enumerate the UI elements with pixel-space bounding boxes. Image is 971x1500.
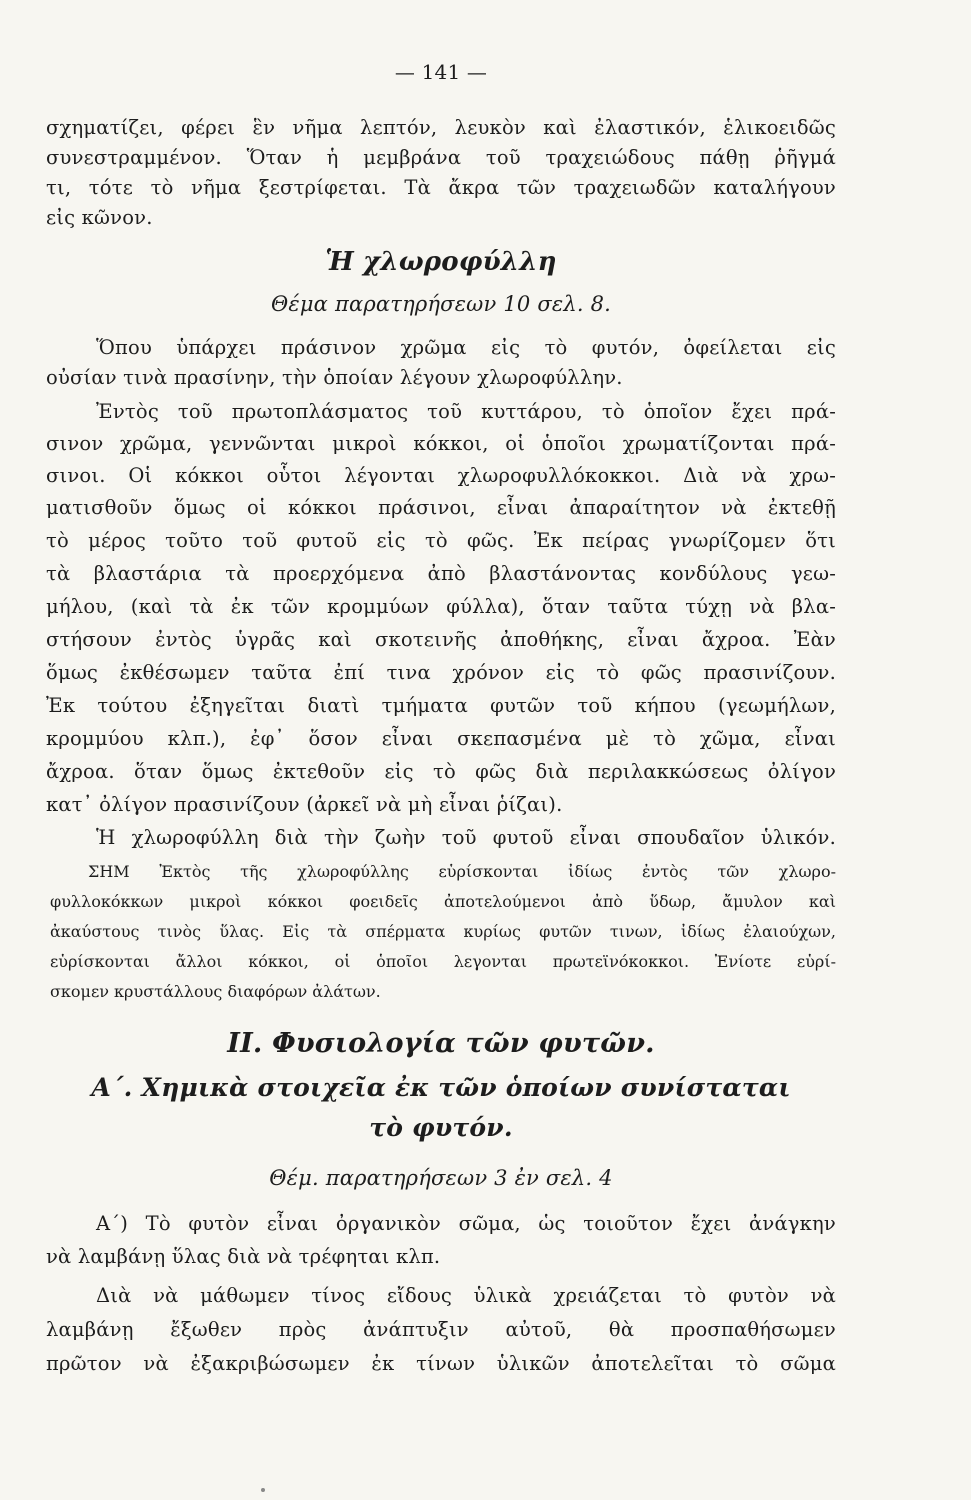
note-line: ΣΗΜ Ἐκτὸς τῆς χλωροφύλλης εὑρίσκονται ἰδίως ἐντὸς τῶν χλωρο- <box>88 862 836 881</box>
chapter-subtitle: τὸ φυτόν. <box>369 1113 513 1142</box>
text-line: ἄχροα. ὅταν ὅμως ἐκτεθοῦν εἰς τὸ φῶς διὰ περιλακκώσεως ὀλίγον <box>46 760 836 783</box>
chapter-reference: Θέμ. παρατηρήσεων 3 ἐν σελ. 4 <box>269 1166 613 1190</box>
text-line: κατ᾽ ὀλίγον πρασινίζουν (ἀρκεῖ νὰ μὴ εἶναι ῥίζαι). <box>46 793 563 816</box>
text-line: τι, τότε τὸ νῆμα ξεστρίφεται. Τὰ ἄκρα τῶν τραχειωδῶν καταλήγουν <box>46 176 836 199</box>
text-line: τὰ βλαστάρια τὰ προερχόμενα ἀπὸ βλαστάνοντας κονδύλους γεω- <box>46 562 836 585</box>
ink-dot <box>261 1488 265 1492</box>
text-line: ματισθοῦν ὅμως οἱ κόκκοι πράσινοι, εἶναι ἀπαραίτητον νὰ ἐκτεθῇ <box>46 496 836 519</box>
text-line: Ἡ χλωροφύλλη διὰ τὴν ζωὴν τοῦ φυτοῦ εἶναι σπουδαῖον ὑλικόν. <box>96 826 836 849</box>
text-line: Ἐκ τούτου ἐξηγεῖται διατὶ τμήματα φυτῶν τοῦ κήπου (γεωμήλων, <box>46 694 836 717</box>
note-line: φυλλοκόκκων μικροὶ κόκκοι φοειδεῖς ἀποτελούμενοι ἀπὸ ὕδωρ, ἄμυλον καὶ <box>50 892 836 911</box>
text-line: σινοι. Οἱ κόκκοι οὗτοι λέγονται χλωροφυλλόκοκκοι. Διὰ νὰ χρω- <box>46 464 836 487</box>
text-line: Α΄) Τὸ φυτὸν εἶναι ὀργανικὸν σῶμα, ὡς τοιοῦτον ἔχει ἀνάγκην <box>96 1212 836 1235</box>
chapter-title: ΙΙ. Φυσιολογία τῶν φυτῶν. <box>227 1028 655 1059</box>
text-line: Διὰ νὰ μάθωμεν τίνος εἴδους ὑλικὰ χρειάζεται τὸ φυτὸν νὰ <box>96 1284 836 1307</box>
text-line: Ἐντὸς τοῦ πρωτοπλάσματος τοῦ κυττάρου, τὸ ὁποῖον ἔχει πρά- <box>96 400 836 423</box>
text-line: λαμβάνῃ ἔξωθεν πρὸς ἀνάπτυξιν αὐτοῦ, θὰ προσπαθήσωμεν <box>46 1318 836 1341</box>
text-line: πρῶτον νὰ ἐξακριβώσωμεν ἐκ τίνων ὑλικῶν ἀποτελεῖται τὸ σῶμα <box>46 1352 836 1375</box>
text-line: σινον χρῶμα, γεννῶνται μικροὶ κόκκοι, οἱ ὁποῖοι χρωματίζονται πρά- <box>46 432 836 455</box>
text-line: νὰ λαμβάνῃ ὕλας διὰ νὰ τρέφηται κλπ. <box>46 1245 441 1268</box>
text-line: τὸ μέρος τοῦτο τοῦ φυτοῦ εἰς τὸ φῶς. Ἐκ πείρας γνωρίζομεν ὅτι <box>46 529 836 552</box>
text-line: εἰς κῶνον. <box>46 206 153 229</box>
note-line: εὑρίσκονται ἄλλοι κόκκοι, οἱ ὁποῖοι λεγονται πρωτεϊνόκοκκοι. Ἐνίοτε εὑρί- <box>50 952 836 971</box>
text-line: σχηματίζει, φέρει ἓν νῆμα λεπτόν, λευκὸν καὶ ἐλαστικόν, ἑλικοειδῶς <box>46 116 836 139</box>
page-number: — 141 — <box>394 60 488 84</box>
text-line: μήλου, (καὶ τὰ ἐκ τῶν κρομμύων φύλλα), ὅταν ταῦτα τύχῃ νὰ βλα- <box>46 595 836 618</box>
text-line: οὐσίαν τινὰ πρασίνην, τὴν ὁποίαν λέγουν χλωροφύλλην. <box>46 366 623 389</box>
text-line: συνεστραμμένον. Ὅταν ἡ μεμβράνα τοῦ τραχειώδους πάθῃ ῥῆγμά <box>46 146 836 169</box>
note-line: ἀκαύστους τινὸς ὕλας. Εἰς τὰ σπέρματα κυρίως φυτῶν τινων, ἰδίως ἐλαιούχων, <box>50 922 836 941</box>
text-line: Ὅπου ὑπάρχει πράσινον χρῶμα εἰς τὸ φυτόν, ὀφείλεται εἰς <box>96 336 836 359</box>
chapter-subtitle: Α΄. Χημικὰ στοιχεῖα ἐκ τῶν ὁποίων συνίσταται <box>91 1073 791 1102</box>
text-line: στήσουν ἐντὸς ὑγρᾶς καὶ σκοτεινῆς ἀποθήκης, εἶναι ἄχροα. Ἐὰν <box>46 628 836 651</box>
section-subtitle: Θέμα παρατηρήσεων 10 σελ. 8. <box>270 292 612 316</box>
note-line: σκομεν κρυστάλλους διαφόρων ἀλάτων. <box>50 982 381 1001</box>
section-title: Ἡ χλωροφύλλη <box>325 247 557 277</box>
text-line: ὅμως ἐκθέσωμεν ταῦτα ἐπί τινα χρόνον εἰς τὸ φῶς πρασινίζουν. <box>46 661 836 684</box>
text-line: κρομμύου κλπ.), ἐφ᾽ ὅσον εἶναι σκεπασμένα μὲ τὸ χῶμα, εἶναι <box>46 727 836 750</box>
